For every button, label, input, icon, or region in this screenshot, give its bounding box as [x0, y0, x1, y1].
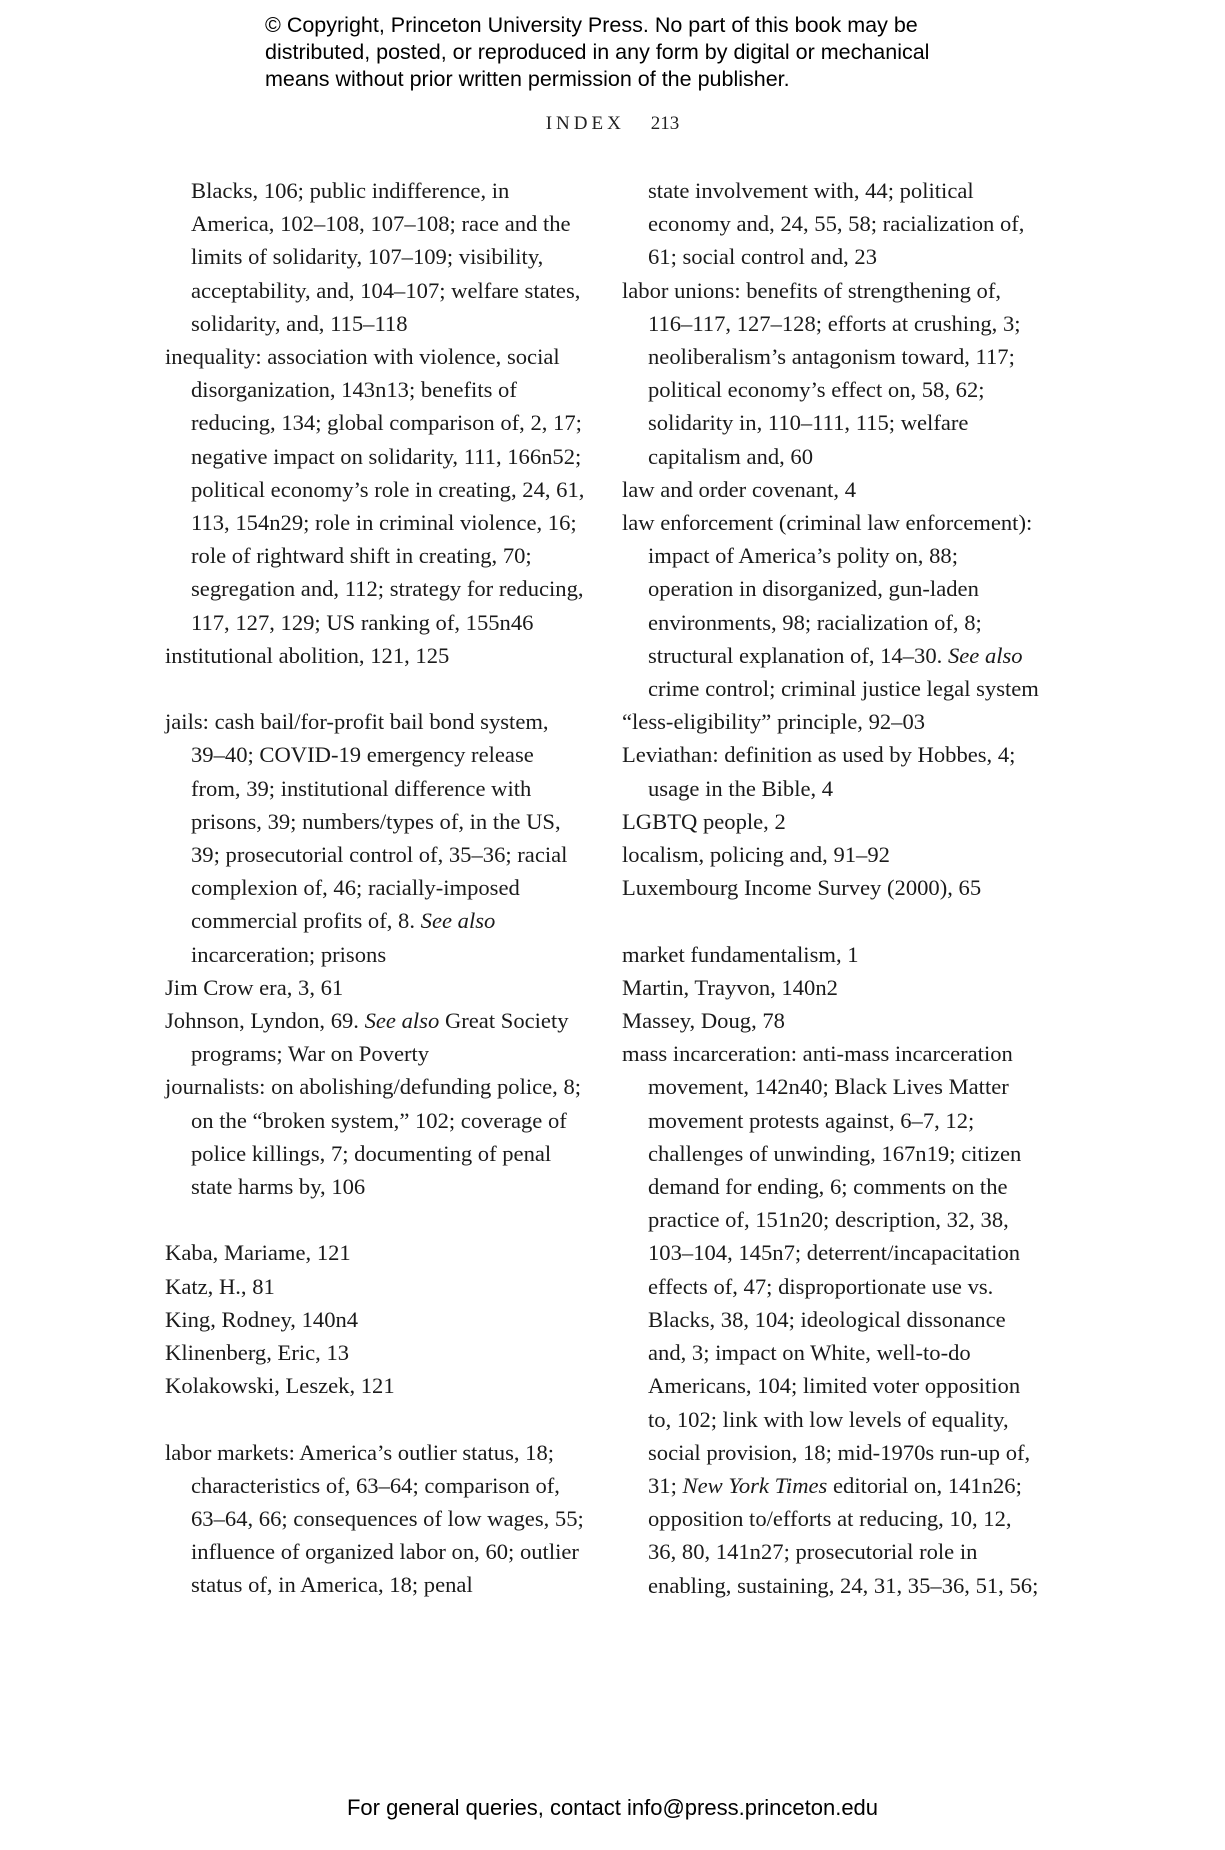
- see-also: See also: [364, 1008, 440, 1034]
- index-entry: Kaba, Mariame, 121: [165, 1240, 351, 1266]
- entry-text: Johnson, Lyndon, 69.: [165, 1008, 359, 1034]
- running-head: [0, 113, 1225, 135]
- page-number: 213: [650, 113, 680, 134]
- copyright-notice: [265, 12, 1025, 93]
- copyright-line-2: distributed, posted, or reproduced in any form by digital or mechanical: [265, 40, 930, 64]
- see-also: See also: [420, 908, 496, 934]
- index-entry: LGBTQ people, 2: [622, 808, 786, 834]
- index-entry: Jim Crow era, 3, 61: [165, 974, 344, 1000]
- entry-text: crime control; criminal justice legal system: [648, 676, 1039, 702]
- index-column-left: [165, 174, 585, 1602]
- see-also: See also: [947, 642, 1023, 668]
- index-entry: Katz, H., 81: [165, 1273, 275, 1299]
- entry-text: Great Society programs; War on Poverty: [191, 1008, 569, 1067]
- copyright-line-3: means without prior written permission of the publisher.: [265, 67, 790, 91]
- index-entry: journalists: on abolishing/defunding police, 8; on the “broken system,” 102; coverage of police killings, 7; documenting of penal state harms by, 106: [165, 1074, 582, 1200]
- index-entry: Klinenberg, Eric, 13: [165, 1340, 350, 1366]
- index-entry: labor unions: benefits of strengthening of, 116–117, 127–128; efforts at crushing, 3; neoliberalism’s antagonism toward, 117; political economy’s effect on, 58, 62; solidarity in, 110–111, 115; welfare capitalism and, 60: [622, 277, 1021, 469]
- entry-text: law enforcement (criminal law enforcement): impact of America’s polity on, 88; operation in disorganized, gun-laden environments, 98; racialization of, 8; structural explanation of, 14–30.: [622, 510, 1033, 668]
- index-entry: Martin, Trayvon, 140n2: [622, 974, 838, 1000]
- copyright-line-1: © Copyright, Princeton University Press. No part of this book may be: [265, 13, 918, 37]
- index-entry: labor markets: America’s outlier status, 18; characteristics of, 63–64; comparison of, 63–64, 66; consequences of low wages, 55; influence of organized labor on, 60; outlier status of, in America, 18; penal: [165, 1439, 584, 1598]
- entry-text: incarceration; prisons: [191, 941, 387, 967]
- index-entry: [165, 1004, 585, 1070]
- index-entry: King, Rodney, 140n4: [165, 1306, 359, 1332]
- index-entry: Massey, Doug, 78: [622, 1008, 785, 1034]
- index-entry: market fundamentalism, 1: [622, 941, 859, 967]
- entry-text: editorial on, 141n26; opposition to/efforts at reducing, 10, 12, 36, 80, 141n27; prosecutorial role in enabling, sustaining, 24, 31, 35–36, 51, 56;: [648, 1472, 1039, 1598]
- index-entry: Leviathan: definition as used by Hobbes, 4; usage in the Bible, 4: [622, 742, 1016, 801]
- index-entry: institutional abolition, 121, 125: [165, 642, 450, 668]
- index-column-right: [622, 174, 1042, 1602]
- entry-text: jails: cash bail/for-profit bail bond system, 39–40; COVID-19 emergency release from, 39; institutional difference with prisons, 39; numbers/types of, in the US, 39; prosecutorial control of, 35–36; racial complexion of, 46; racially-imposed commercial profits of, 8.: [165, 709, 568, 934]
- index-entry: localism, policing and, 91–92: [622, 842, 890, 868]
- index-entry: Luxembourg Income Survey (2000), 65: [622, 875, 982, 901]
- index-entry: state involvement with, 44; political economy and, 24, 55, 58; racialization of, 61; social control and, 23: [648, 178, 1025, 270]
- index-entry: inequality: association with violence, social disorganization, 143n13; benefits of reducing, 134; global comparison of, 2, 17; negative impact on solidarity, 111, 166n52; political economy’s role in creating, 24, 61, 113, 154n29; role in criminal violence, 16; role of rightward shift in creating, 70; segregation and, 112; strategy for reducing, 117, 127, 129; US ranking of, 155n46: [165, 344, 585, 635]
- entry-text: mass incarceration: anti-mass incarceration movement, 142n40; Black Lives Matter movement protests against, 6–7, 12; challenges of unwinding, 167n19; citizen demand for ending, 6; comments on the practice of, 151n20; description, 32, 38, 103–104, 145n7; deterrent/incapacitation effects of, 47; disproportionate use vs. Blacks, 38, 104; ideological dissonance and, 3; impact on White, well-to-do Americans, 104; limited voter opposition to, 102; link with low levels of equality, social provision, 18; mid-1970s run-up of, 31;: [622, 1041, 1031, 1498]
- index-entry: [622, 1037, 1042, 1601]
- index-entry: Blacks, 106; public indifference, in America, 102–108, 107–108; race and the limits of solidarity, 107–109; visibility, acceptability, and, 104–107; welfare states, solidarity, and, 115–118: [191, 178, 581, 336]
- index-entry: [622, 506, 1042, 705]
- index-entry: Kolakowski, Leszek, 121: [165, 1373, 395, 1399]
- running-head-label: INDEX: [545, 113, 625, 134]
- italic-title: New York Times: [682, 1472, 828, 1498]
- footer-contact: For general queries, contact info@press.princeton.edu: [346, 1795, 879, 1820]
- index-entry: “less-eligibility” principle, 92–03: [622, 709, 926, 735]
- index-entry: [165, 705, 585, 971]
- index-entry: law and order covenant, 4: [622, 476, 857, 502]
